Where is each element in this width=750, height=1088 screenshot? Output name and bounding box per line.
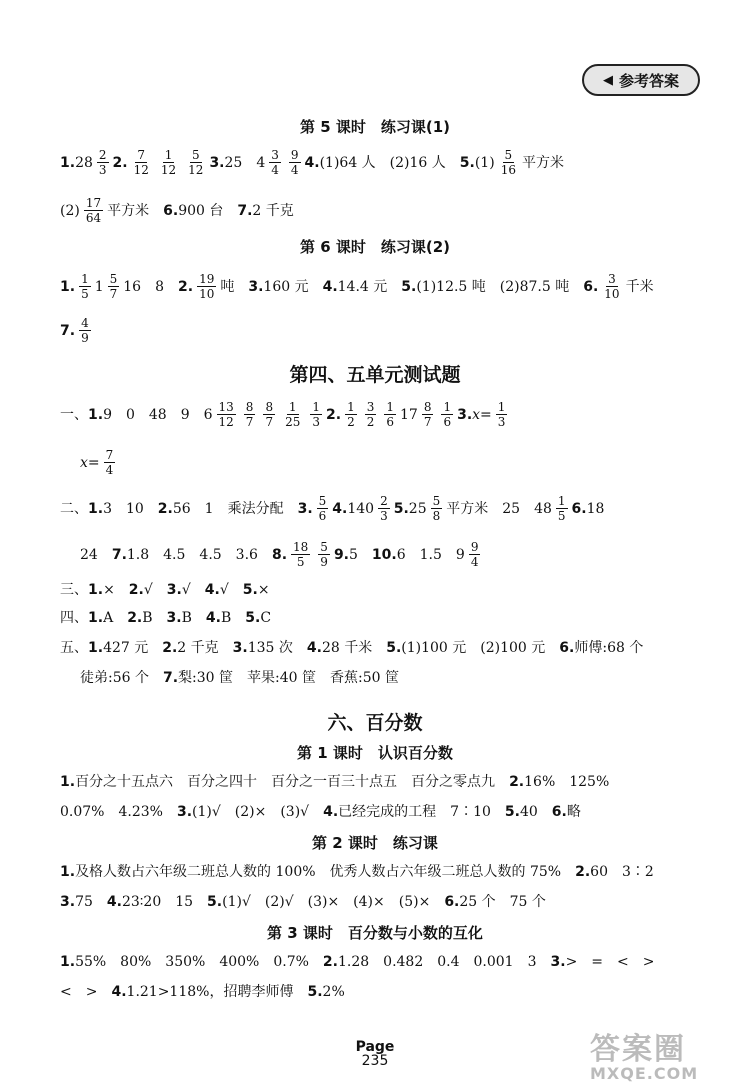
test-line5: 三、 1. × 2. √ 3. √ 4. √ 5. ×: [60, 582, 270, 598]
percent-lesson1-line1: 1. 百分之十五点六 百分之四十 百分之一百三十点五 百分之零点九 2. 16% 125%: [60, 774, 610, 790]
percent-lesson1-title: 第 1 课时 认识百分数: [297, 744, 453, 762]
test-line1: 一、 1. 9 0 48 9 6 $\frac{13}{12}$ $\frac{8}{7}$ $\frac{8}{7}$ $\frac{1}{25}$ $\frac{1}{3}$ 2. $\frac{1}{2}$ $\frac{3}{2}$ $\frac{1}{6}$ 17 $\frac{8}{7}$ $\frac{1}{6}$ 3. x= $\frac{1}{3}$: [60, 400, 506, 429]
percent-lesson1-line2: 0.07% 4.23% 3. (1)√ (2)× (3)√ 4. 已经完成的工程 7∶10 5. 40 6. 略: [60, 804, 581, 820]
percent-lesson3-line1: 1. 55% 80% 350% 400% 0.7% 2. 1.28 0.482 0.4 0.001 3 3. > = < >: [60, 954, 655, 970]
test-line7: 五、 1. 427 元 2. 2 千克 3. 135 次 4. 28 千米 5. (1)100 元 (2)100 元 6. 师傅:68 个: [60, 640, 644, 656]
test-line2: x= $\frac{7}{4}$: [80, 448, 114, 477]
lesson6-title: 第 6 课时 练习课(2): [299, 238, 451, 256]
lesson6-line2: 7. $\frac{4}{9}$: [60, 316, 89, 345]
lesson5-title: 第 5 课时 练习课(1): [299, 118, 451, 136]
lesson6-line1: 1. $\frac{1}{5}$ 1 $\frac{5}{7}$ 16 8 2. $\frac{19}{10}$ 吨 3. 160 元 4. 14.4 元 5. (1)12.5 吨 (2)87.5 吨 6. $\frac{3}{10}$ 千米: [60, 272, 654, 301]
watermark-logo: 答案圈 MXQE.COM: [590, 1032, 699, 1083]
percent-lesson3-line2: < > 4. 1.21>118%，招聘李师傅 5. 2%: [60, 984, 345, 1000]
test-line8: 徒弟:56 个 7. 梨:30 筐 苹果:40 筐 香蕉:50 筐: [80, 670, 399, 686]
percent-lesson2-title: 第 2 课时 练习课: [312, 834, 438, 852]
test-line3: 二、 1. 3 10 2. 56 1 乘法分配 3. $\frac{5}{6}$ 4. 140 $\frac{2}{3}$ 5. 25 $\frac{5}{8}$ 平方米 25 48 $\frac{1}{5}$ 6. 18: [60, 494, 605, 523]
test-line6: 四、 1. A 2. B 3. B 4. B 5. C: [60, 610, 272, 626]
lesson5-line2: (2) $\frac{17}{64}$ 平方米 6. 900 台 7. 2 千克: [60, 196, 294, 225]
test-line4: 24 7. 1.8 4.5 4.5 3.6 8. $\frac{18}{5}$ $\frac{5}{9}$ 9. 5 10. 6 1.5 9 $\frac{9}{4}$: [80, 540, 479, 569]
percent-unit-title: 六、百分数: [327, 712, 423, 734]
answer-key-badge: [582, 64, 700, 96]
percent-lesson2-line2: 3. 75 4. 23∶20 15 5. (1)√ (2)√ (3)× (4)× (5)× 6. 25 个 75 个: [60, 894, 546, 910]
badge-label: 参考答案: [618, 71, 679, 90]
percent-lesson2-line1: 1. 及格人数占六年级二班总人数的 100% 优秀人数占六年级二班总人数的 75% 2. 60 3∶2: [60, 864, 654, 880]
arrow-left-icon: ◀: [602, 72, 613, 88]
percent-lesson3-title: 第 3 课时 百分数与小数的互化: [267, 924, 483, 942]
page-number: Page 235: [355, 1039, 395, 1069]
lesson5-line1: 1. 28 $\frac{2}{3}$ 2. $\frac{7}{12}$ $\frac{1}{12}$ $\frac{5}{12}$ 3. 25 4 $\frac{3}{4}$ $\frac{9}{4}$ 4. (1)64 人 (2)16 人 5. (1) $\frac{5}{16}$ 平方米: [60, 148, 564, 177]
unit-test-title: 第四、五单元测试题: [289, 364, 461, 386]
